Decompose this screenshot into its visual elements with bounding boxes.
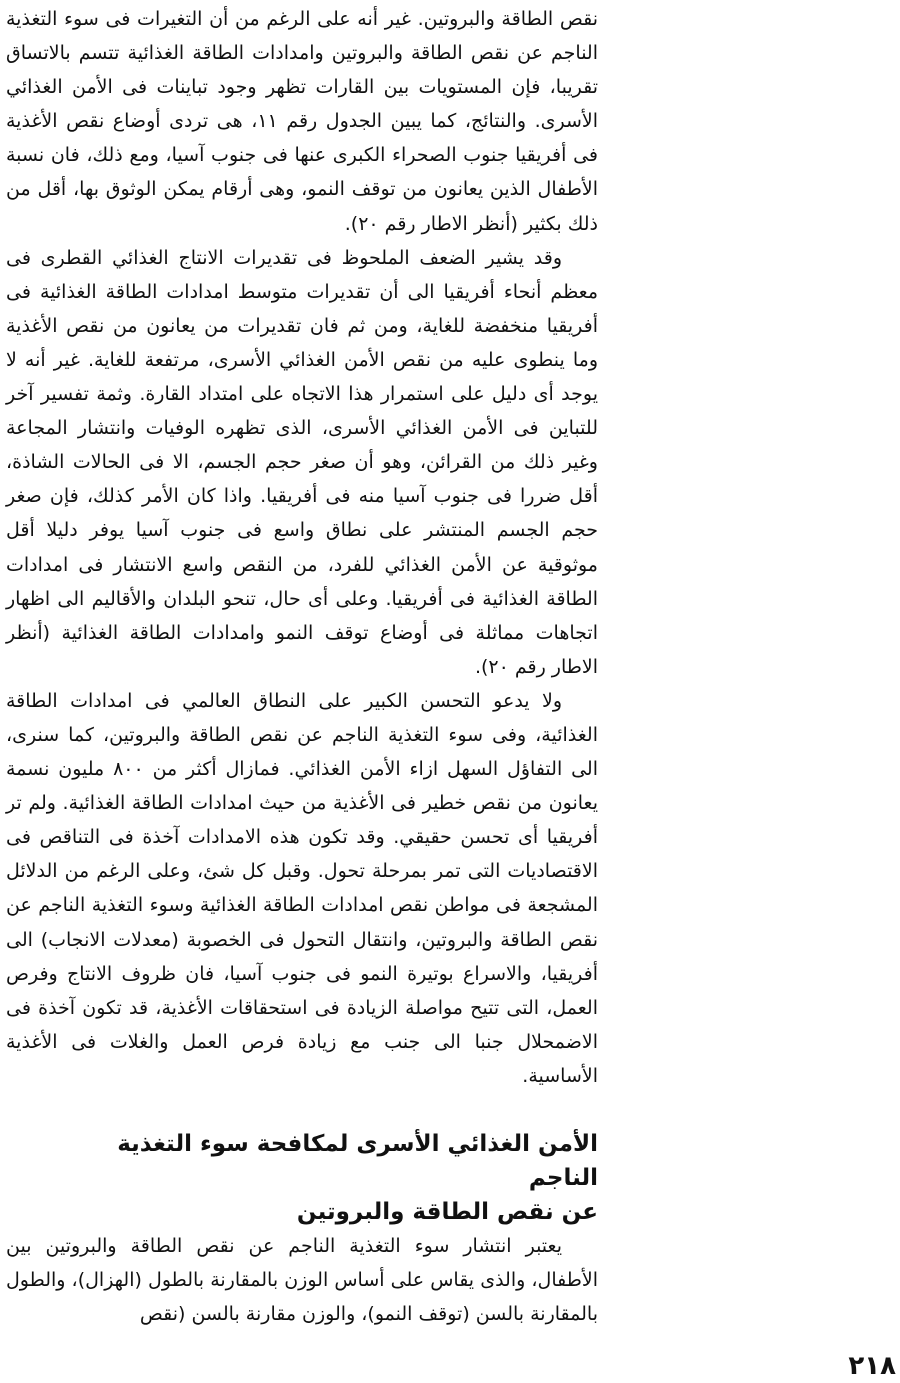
section-heading-line-2: عن نقص الطاقة والبروتين <box>296 1199 598 1225</box>
text-column <box>6 2 598 1331</box>
paragraph-3: ولا يدعو التحسن الكبير على النطاق العالمي فى امدادات الطاقة الغذائية، وفى سوء التغذية الناجم عن نقص الطاقة والبروتين، كما سنرى، الى التفاؤل السهل ازاء الأمن الغذائي. فمازال أكثر من ٨٠٠ مليون نسمة يعانون من نقص خطير فى الأغذية من حيث امدادات الطاقة الغذائية. ولم تر أفريقيا أى تحسن حقيقي. وقد تكون هذه الامدادات آخذة فى التناقص فى الاقتصاديات التى تمر بمرحلة تحول. وقبل كل شئ، وعلى الرغم من الدلائل المشجعة فى مواطن نقص امدادات الطاقة الغذائية وسوء التغذية الناجم عن نقص الطاقة والبروتين، وانتقال التحول فى الخصوبة (معدلات الانجاب) الى أفريقيا، والاسراع بوتيرة النمو فى جنوب آسيا، فان ظروف الانتاج وفرص العمل، التى تتيح مواصلة الزيادة فى استحقاقات الأغذية، قد تكون آخذة فى الاضمحلال جنبا الى جنب مع زيادة فرص العمل والغلات فى الأغذية الأساسية. <box>6 689 598 1087</box>
closing-paragraph: يعتبر انتشار سوء التغذية الناجم عن نقص الطاقة والبروتين بين الأطفال، والذى يقاس على أساس الوزن بالمقارنة بالطول (الهزال)، والطول بالمقارنة بالسن (توقف النمو)، والوزن مقارنة بالسن (نقص <box>6 1235 598 1326</box>
section-heading-line-1: الأمن الغذائي الأسرى لمكافحة سوء التغذية الناجم <box>117 1131 598 1191</box>
page-number: ٢١٨ <box>848 1351 896 1381</box>
paragraph-1: نقص الطاقة والبروتين. غير أنه على الرغم من أن التغيرات فى سوء التغذية الناجم عن نقص الطاقة والبروتين وامدادات الطاقة الغذائية تتسم بالاتساق تقريبا، فإن المستويات بين القارات تظهر وجود تباينات فى الأمن الغذائي الأسرى. والنتائج، كما يبين الجدول رقم ١١، هى تردى أوضاع نقص الأغذية فى أفريقيا جنوب الصحراء الكبرى عنها فى جنوب آسيا، ومع ذلك، فان نسبة الأطفال الذين يعانون من توقف النمو، وهى أرقام يمكن الوثوق بها، أقل من ذلك بكثير (أنظر الاطار رقم ٢٠). <box>6 8 598 235</box>
section-heading <box>6 1127 598 1229</box>
paragraph-2: وقد يشير الضعف الملحوظ فى تقديرات الانتاج الغذائي القطرى فى معظم أنحاء أفريقيا الى أن تقديرات متوسط امدادات الطاقة الغذائية فى أفريقيا منخفضة للغاية، ومن ثم فان تقديرات من يعانون من نقص الأغذية وما ينطوى عليه من نقص الأمن الغذائي الأسرى، مرتفعة للغاية. غير أنه لا يوجد أى دليل على استمرار هذا الاتجاه على امتداد القارة. وثمة تفسير آخر للتباين فى الأمن الغذائي الأسرى، الذى تظهره الوفيات وانتشار المجاعة وغير ذلك من القرائن، وهو أن صغر حجم الجسم، الا فى الحالات الشاذة، أقل ضررا فى جنوب آسيا منه فى أفريقيا. واذا كان الأمر كذلك، فإن صغر حجم الجسم المنتشر على نطاق واسع فى جنوب آسيا يوفر دليلا أقل موثوقية عن الأمن الغذائي للفرد، من النقص واسع الانتشار فى امدادات الطاقة الغذائية فى أفريقيا. وعلى أى حال، تنحو البلدان والأقاليم الى اظهار اتجاهات مماثلة فى أوضاع توقف النمو وامدادات الطاقة الغذائية (أنظر الاطار رقم ٢٠). <box>6 246 598 678</box>
